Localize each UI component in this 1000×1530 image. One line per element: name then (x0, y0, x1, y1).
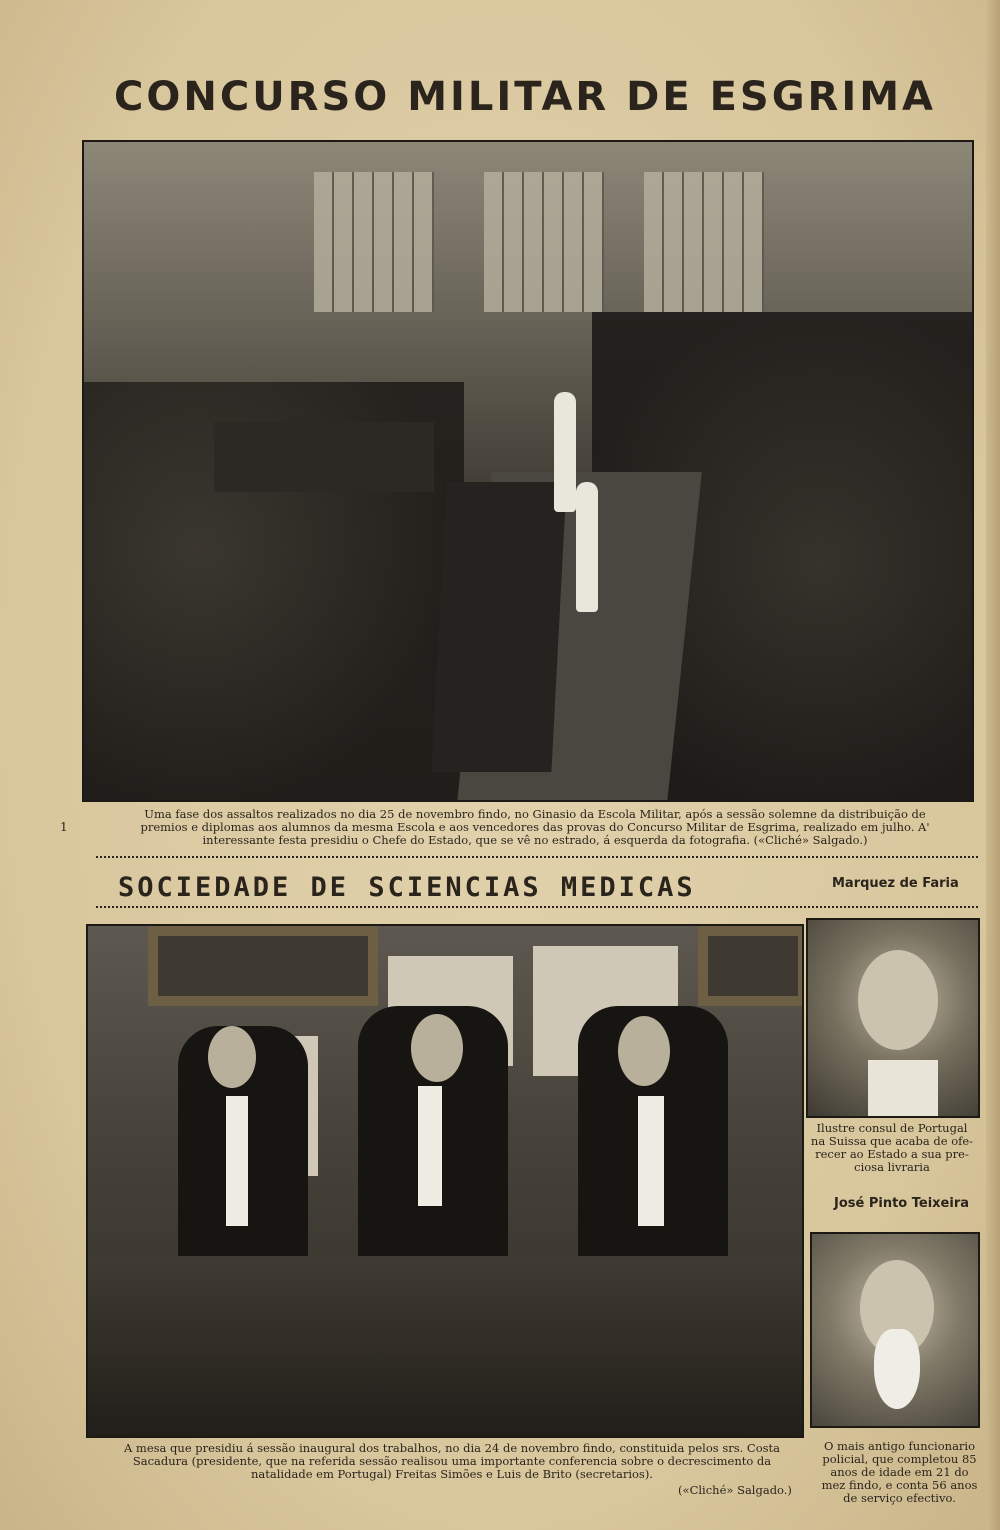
medical-society-table-photo (86, 924, 804, 1438)
caption-line: O mais antigo funcionario (823, 1439, 976, 1453)
head (411, 1014, 463, 1082)
page-title: CONCURSO MILITAR DE ESGRIMA (114, 74, 936, 120)
gym-window (644, 172, 764, 312)
floor-mat (431, 482, 566, 772)
head (208, 1026, 256, 1088)
wall-painting (698, 926, 804, 1006)
section-title: SOCIEDADE DE SCIENCIAS MEDICAS (118, 872, 696, 903)
caption-line: A mesa que presidiu á sessão inaugural dos trabalhos, no dia 24 de novembro findo, constituida pelos srs. Costa (123, 1441, 781, 1455)
gym-window (484, 172, 604, 312)
mesa-photo-caption (92, 1442, 812, 1481)
portrait-name-faria: Marquez de Faria (832, 876, 959, 891)
head (618, 1016, 670, 1086)
caption-line: de serviço efectivo. (843, 1491, 956, 1505)
official-stage (214, 422, 434, 492)
page-spine (986, 0, 1000, 1530)
caption-line: mez findo, e conta 56 anos (821, 1478, 978, 1492)
shirt-front (226, 1096, 248, 1226)
portrait1-caption (802, 1122, 982, 1174)
shirt-front (418, 1086, 442, 1206)
caption-line: natalidade em Portugal) Freitas Simões e Luis de Brito (secretarios). (251, 1467, 653, 1481)
photo-credit: («Cliché» Salgado.) (678, 1483, 792, 1497)
caption-line: interessante festa presidiu o Chefe do Estado, que se vê no estrado, á esquerda da fotografia. («Cliché» Salgado.) (202, 833, 868, 847)
caption-line: premios e diplomas aos alumnos da mesma Escola e aos vencedores das provas do Concurso Militar de Esgrima, realizado em julho. A' (140, 820, 930, 834)
caption-line: anos de idade em 21 do (830, 1465, 969, 1479)
photo-marker: 1 (60, 820, 68, 834)
caption-line: Uma fase dos assaltos realizados no dia 25 de novembro findo, no Ginasio da Escola Militar, após a sessão solemne da distribuição de (144, 807, 926, 821)
portrait-jose-pinto-teixeira (810, 1232, 980, 1428)
table (88, 1256, 802, 1436)
shirt-front (638, 1096, 664, 1226)
fencing-gymnasium-photo (82, 140, 974, 802)
portrait-marquez-de-faria (806, 918, 980, 1118)
portrait2-caption (812, 1440, 987, 1505)
caption-line: Ilustre consul de Portugal (816, 1121, 968, 1135)
gym-window (314, 172, 434, 312)
fencer-figure (576, 482, 598, 612)
caption-line: policial, que completou 85 (822, 1452, 977, 1466)
portrait-name-teixeira: José Pinto Teixeira (834, 1196, 970, 1211)
caption-line: recer ao Estado a sua pre- (815, 1147, 969, 1161)
beard (874, 1329, 920, 1409)
caption-line: Sacadura (presidente, que na referida sessão realisou uma importante conferencia sobre o decrescimento da (132, 1454, 772, 1468)
gym-photo-caption (100, 808, 970, 847)
collar (868, 1060, 938, 1118)
fencer-figure (554, 392, 576, 512)
wall-painting (148, 926, 378, 1006)
face (858, 950, 938, 1050)
caption-line: na Suissa que acaba de ofe- (810, 1134, 974, 1148)
divider-rule (96, 856, 978, 858)
divider-rule (96, 906, 978, 908)
caption-line: ciosa livraria (854, 1160, 930, 1174)
